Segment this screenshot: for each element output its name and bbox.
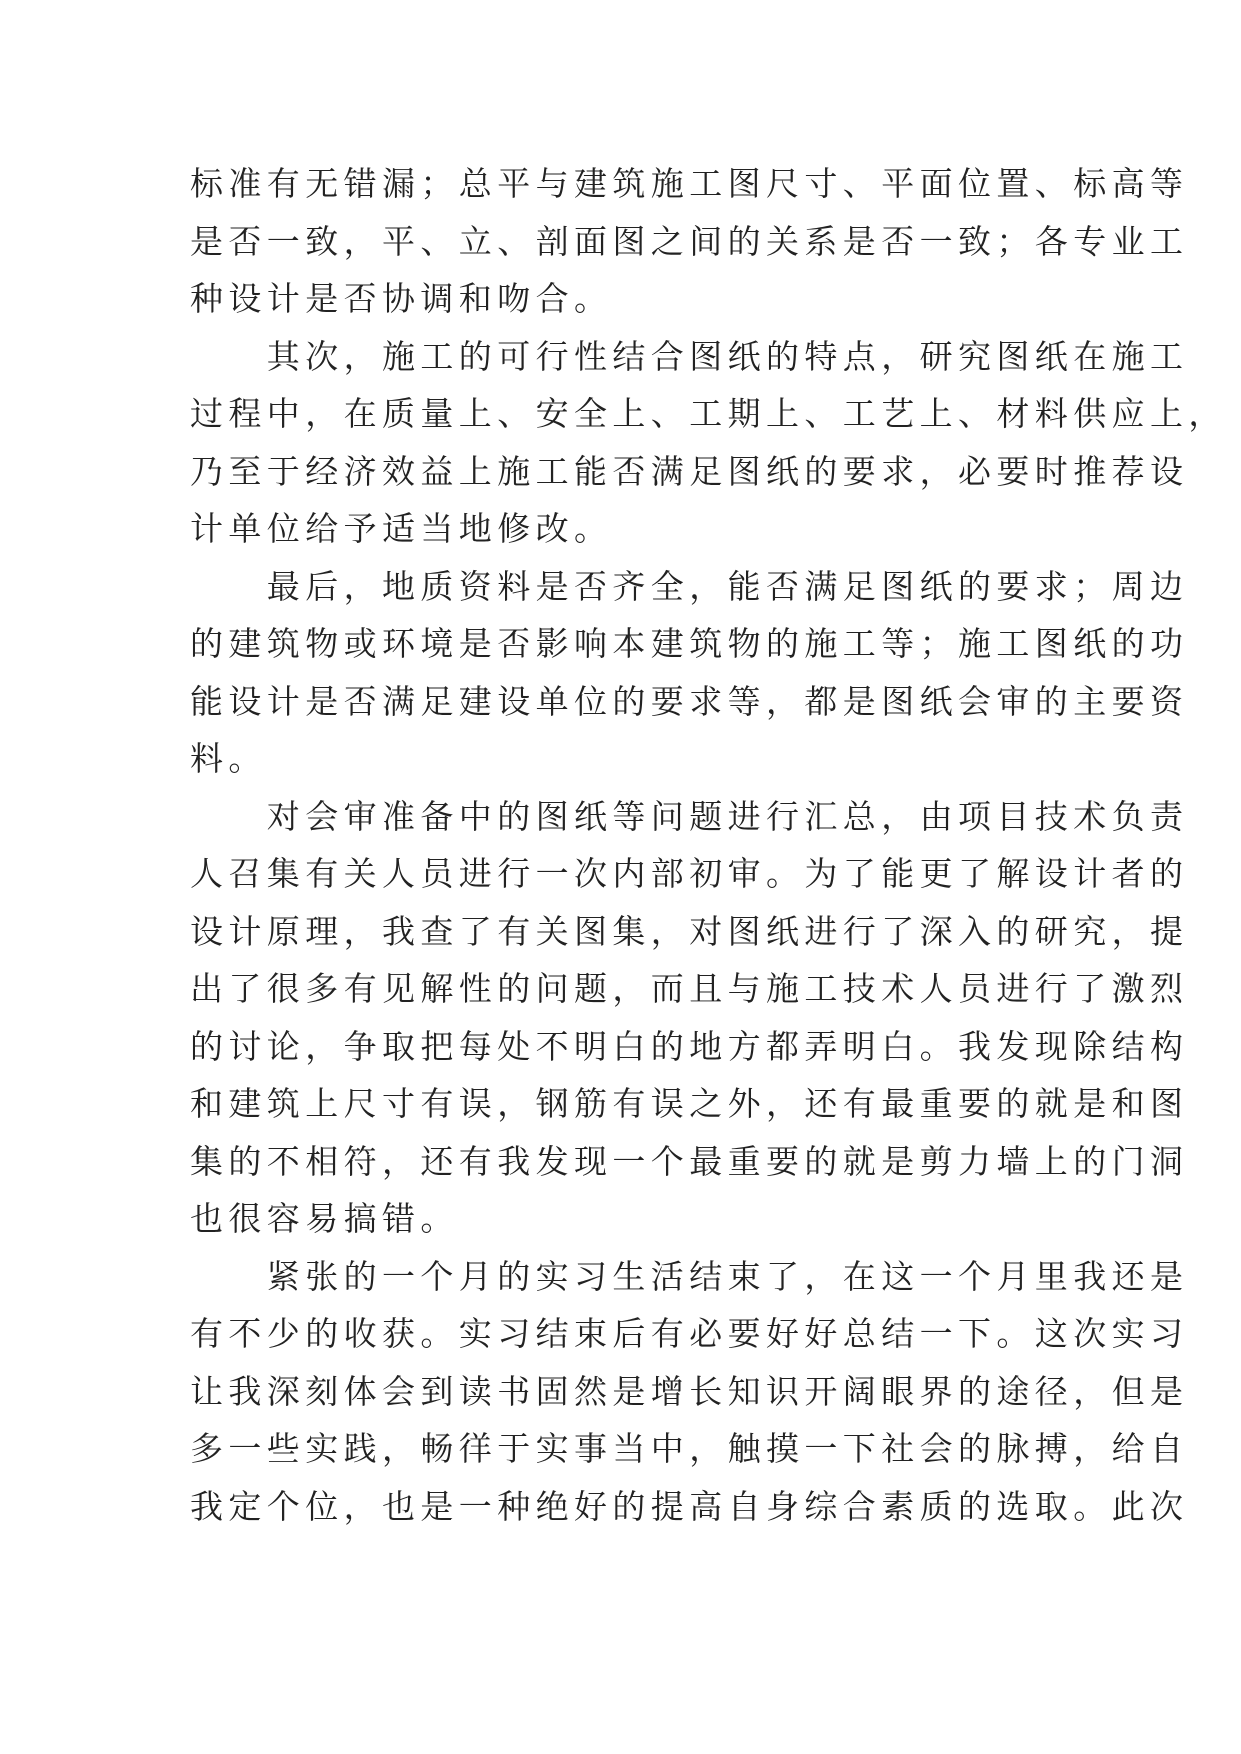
text-line: 我定个位，也是一种绝好的提高自身综合素质的选取。此次 xyxy=(190,1486,1189,1526)
paragraph-1 xyxy=(190,155,1189,328)
paragraph-2 xyxy=(190,328,1227,558)
text-line: 设计原理，我查了有关图集，对图纸进行了深入的研究，提 xyxy=(190,911,1189,951)
text-line: 计单位给予适当地修改。 xyxy=(190,509,613,548)
text-line: 紧张的一个月的实习生活结束了，在这一个月里我还是 xyxy=(190,1256,1189,1296)
text-line: 对会审准备中的图纸等问题进行汇总，由项目技术负责 xyxy=(190,796,1189,836)
text-line: 和建筑上尺寸有误，钢筋有误之外，还有最重要的就是和图 xyxy=(190,1084,1189,1123)
text-line: 让我深刻体会到读书固然是增长知识开阔眼界的途径，但是 xyxy=(190,1371,1189,1411)
text-line: 人召集有关人员进行一次内部初审。为了能更了解设计者的 xyxy=(190,854,1189,893)
paragraph-5 xyxy=(190,1248,1189,1536)
text-line: 最后，地质资料是否齐全，能否满足图纸的要求；周边 xyxy=(190,566,1189,606)
text-line: 出了很多有见解性的问题，而且与施工技术人员进行了激烈 xyxy=(190,969,1189,1008)
text-line: 能设计是否满足建设单位的要求等，都是图纸会审的主要资 xyxy=(190,681,1189,721)
text-line: 料。 xyxy=(190,739,267,778)
text-line: 的建筑物或环境是否影响本建筑物的施工等；施工图纸的功 xyxy=(190,624,1189,663)
text-line: 种设计是否协调和吻合。 xyxy=(190,279,613,318)
text-line: 过程中，在质量上、安全上、工期上、工艺上、材料供应上， xyxy=(190,394,1227,433)
text-line: 其次，施工的可行性结合图纸的特点，研究图纸在施工 xyxy=(190,336,1189,376)
body-text xyxy=(190,155,1227,1535)
paragraph-4 xyxy=(190,788,1189,1248)
text-line: 的讨论，争取把每处不明白的地方都弄明白。我发现除结构 xyxy=(190,1026,1189,1066)
paragraph-3 xyxy=(190,558,1189,788)
text-line: 是否一致，平、立、剖面图之间的关系是否一致；各专业工 xyxy=(190,221,1189,261)
text-line: 也很容易搞错。 xyxy=(190,1199,459,1238)
text-line: 多一些实践，畅徉于实事当中，触摸一下社会的脉搏，给自 xyxy=(190,1429,1189,1468)
text-line: 标准有无错漏；总平与建筑施工图尺寸、平面位置、标高等 xyxy=(190,164,1189,203)
text-line: 有不少的收获。实习结束后有必要好好总结一下。这次实习 xyxy=(190,1314,1189,1353)
text-line: 集的不相符，还有我发现一个最重要的就是剪力墙上的门洞 xyxy=(190,1141,1189,1181)
text-line: 乃至于经济效益上施工能否满足图纸的要求，必要时推荐设 xyxy=(190,451,1189,491)
